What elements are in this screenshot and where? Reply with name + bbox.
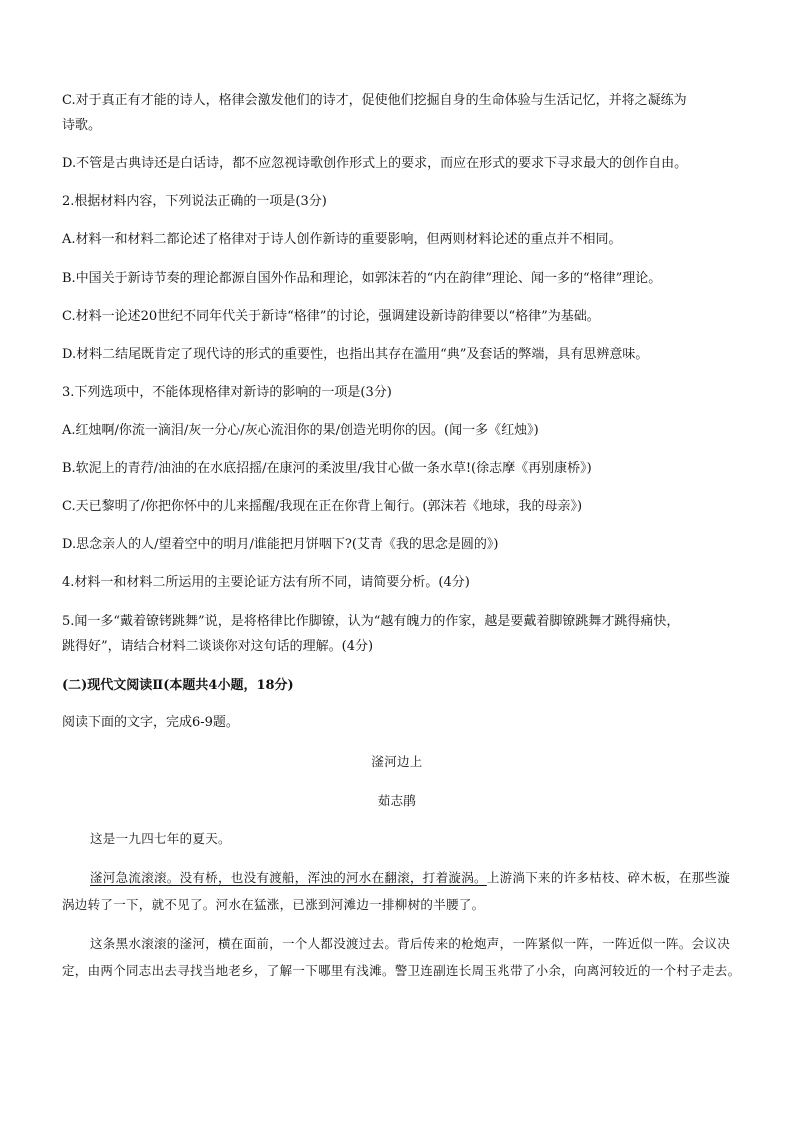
q2-option-a: A.材料一和材料二都论述了格律对于诗人创作新诗的重要影响，但两则材料论述的重点并不相同。 [62, 232, 622, 247]
q2-option-c: C.材料一论述20世纪不同年代关于新诗“格律”的讨论，强调建设新诗韵律要以“格律”为基础。 [62, 309, 600, 324]
story-paragraph-3: 这条黑水滚滚的滏河，横在面前，一个人都没渡过去。背后传来的枪炮声，一阵紧似一阵，一阵近似一阵。会议决定，由两个同志出去寻找当地老乡，了解一下哪里有浅滩。警卫连副连长周玉兆带了小余，向离河较近的一个村子走去。 [62, 936, 741, 978]
story-author: 茹志鹃 [377, 793, 417, 808]
q1-option-c-line1: C.对于真正有才能的诗人，格律会激发他们的诗才，促使他们挖掘自身的生命体验与生活记忆，并将之凝练为 [62, 93, 687, 108]
q3-option-c: C.天已黎明了/你把你怀中的儿来摇醒/我现在正在你背上匍行。(郭沫若《地球，我的母亲》) [62, 499, 583, 514]
section-heading: (二)现代文阅读Ⅱ(本题共4小题，18分) [62, 678, 294, 693]
q1-option-d: D.不管是古典诗还是白话诗，都不应忽视诗歌创作形式上的要求，而应在形式的要求下寻求最大的创作自由。 [62, 156, 688, 171]
q3-stem: 3.下列选项中，不能体现格律对新诗的影响的一项是(3分) [62, 385, 392, 400]
q4-stem: 4.材料一和材料二所运用的主要论证方法有所不同，请简要分析。(4分) [62, 575, 470, 590]
q2-option-d: D.材料二结尾既肯定了现代诗的形式的重要性，也指出其存在滥用“典”及套话的弊端，具有思辨意味。 [62, 347, 649, 362]
q1-option-c-line2: 诗歌。 [62, 118, 102, 133]
story-paragraph-1: 这是一九四七年的夏天。 [90, 831, 231, 846]
story-title: 滏河边上 [371, 754, 423, 769]
q2-option-b: B.中国关于新诗节奏的理论都源自国外作品和理论，如郭沫若的“内在韵律”理论、闻一多的“格律”理论。 [62, 271, 662, 286]
story-paragraph-2 [62, 864, 742, 918]
q3-option-b: B.软泥上的青荇/油油的在水底招摇/在康河的柔波里/我甘心做一条水草!(徐志摩《再别康桥》) [62, 461, 592, 476]
q3-option-d: D.思念亲人的人/望着空中的明月/谁能把月饼咽下?(艾青《我的思念是圆的》) [62, 537, 499, 552]
q3-option-a: A.红烛啊/你流一滴泪/灰一分心/灰心流泪你的果/创造光明你的因。(闻一多《红烛》) [62, 423, 539, 438]
q5-stem-line1: 5.闻一多“戴着镣铐跳舞”说，是将格律比作脚镣，认为“越有魄力的作家，越是要戴着脚镣跳舞才跳得痛快， [62, 614, 680, 629]
section-instruction: 阅读下面的文字，完成6-9题。 [62, 715, 239, 730]
story-paragraph-2-rest: 上游淌下来的许多枯枝、碎木板，在那些漩涡边转了一下，就不见了。河水在猛涨，已涨到河滩边一排柳树的半腰了。 [62, 870, 731, 912]
story-paragraph-2-underlined: 滏河急流滚滚。没有桥，也没有渡船，浑浊的河水在翻滚，打着漩涡。 [90, 870, 487, 885]
q5-stem-line2: 跳得好”，请结合材料二谈谈你对这句话的理解。(4分) [62, 639, 374, 654]
q2-stem: 2.根据材料内容，下列说法正确的一项是(3分) [62, 194, 327, 209]
